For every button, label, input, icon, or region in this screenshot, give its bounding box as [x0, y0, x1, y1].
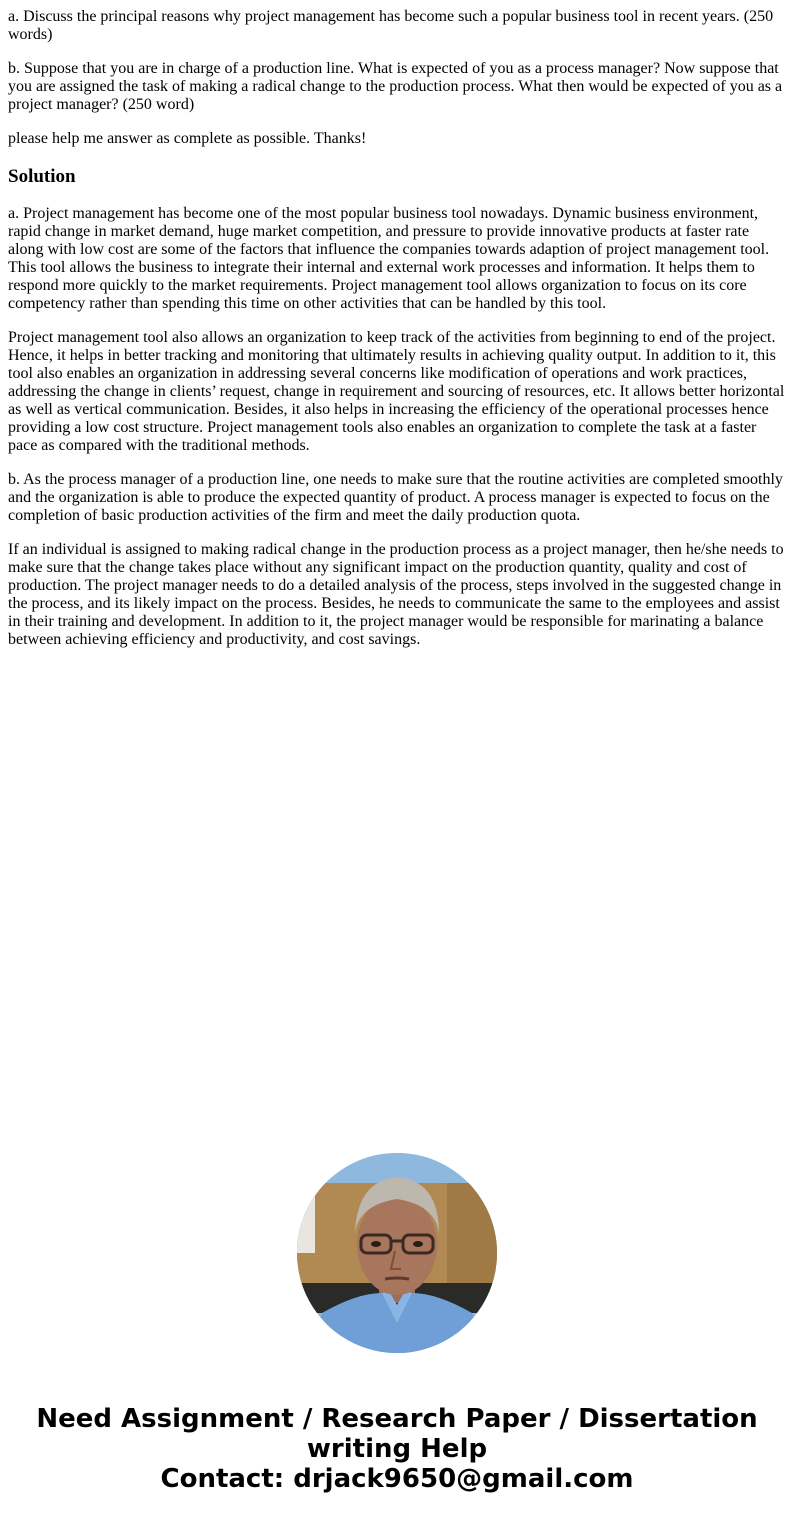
document-body [8, 0, 786, 665]
solution-part-b-paragraph-1: b. As the process manager of a production line, one needs to make sure that the routine activities are completed smoothly and the organization is able to produce the expected quantity of product. A process manager is expected to focus on the completion of basic production activities of the firm and meet the daily production quota. [8, 471, 783, 524]
solution-part-b-paragraph-2: If an individual is assigned to making radical change in the production process as a project manager, then he/she needs to make sure that the change takes place without any significant impact on the production quantity, quality and cost of production. The project manager needs to do a detailed analysis of the process, steps involved in the suggested change in the process, and its likely impact on the process. Besides, he needs to communicate the same to the employees and assist in their training and development. In addition to it, the project manager would be responsible for marinating a balance between achieving efficiency and productivity, and cost savings. [8, 541, 784, 648]
promo-contact: Contact: drjack9650@gmail.com [160, 1464, 634, 1494]
promo-line-2: writing Help [306, 1434, 488, 1464]
promo-line-1: Need Assignment / Research Paper / Dissertation [36, 1404, 758, 1434]
solution-heading: Solution [8, 166, 76, 187]
portrait-photo-icon [297, 1153, 497, 1353]
question-part-b: b. Suppose that you are in charge of a production line. What is expected of you as a process manager? Now suppose that you are assigned the task of making a radical change to the production process. What then would be expected of you as a project manager? (250 word) [8, 60, 783, 113]
author-avatar [297, 1153, 497, 1353]
promo-banner [0, 1404, 794, 1494]
question-part-a: a. Discuss the principal reasons why project management has become such a popular business tool in recent years. (250 words) [8, 8, 774, 43]
solution-part-a-paragraph-2: Project management tool also allows an organization to keep track of the activities from beginning to end of the project. Hence, it helps in better tracking and monitoring that ultimately results in achieving quality output. In addition to it, this tool also enables an organization in addressing several concerns like modification of operations and work practices, addressing the change in clients’ request, change in requirement and sourcing of resources, etc. It allows better horizontal as well as vertical communication. Besides, it also helps in increasing the efficiency of the operational processes hence providing a low cost structure. Project management tools also enables an organization to complete the task at a faster pace as compared with the traditional methods. [8, 329, 785, 454]
solution-part-a-paragraph-1: a. Project management has become one of the most popular business tool nowadays. Dynamic business environment, rapid change in market demand, huge market competition, and pressure to provide innovative products at faster rate along with low cost are some of the factors that influence the companies towards adaption of project management tool. This tool allows the business to integrate their internal and external work processes and information. It helps them to respond more quickly to the market requirements. Project management tool allows organization to focus on its core competency rather than spending this time on other activities that can be handled by this tool. [8, 205, 770, 312]
question-request: please help me answer as complete as possible. Thanks! [8, 130, 367, 147]
